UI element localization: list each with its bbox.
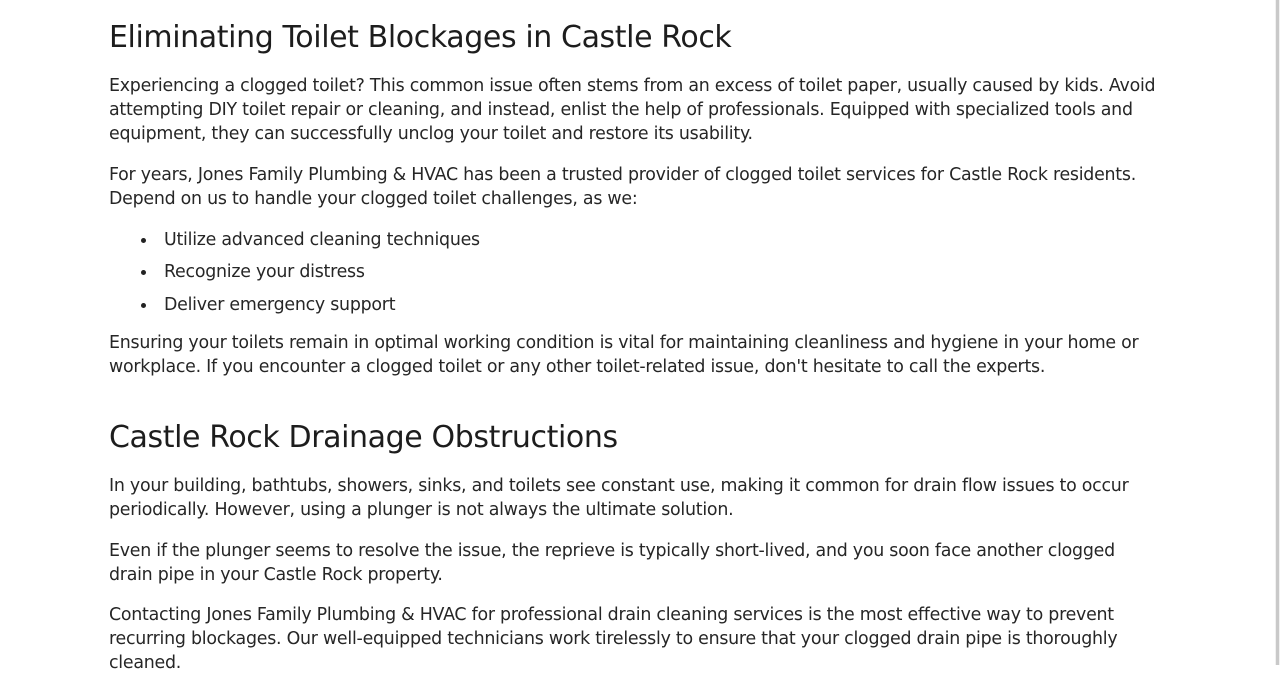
scrollbar-thumb[interactable] (1276, 0, 1279, 665)
article-body (109, 12, 1159, 675)
list-item: Deliver emergency support (164, 293, 1159, 326)
services-list (109, 228, 1159, 326)
section-heading-drainage: Castle Rock Drainage Obstructions (109, 420, 618, 455)
list-item: Utilize advanced cleaning techniques (164, 228, 1159, 261)
paragraph-intro: Experiencing a clogged toilet? This common issue often stems from an excess of toilet paper, usually caused by kids. Avoid attempting DIY toilet repair or cleaning, and instead, enlist the help of professionals. Equipped with specialized tools and equipment, they can successfully unclog your toilet and restore its usability. (109, 76, 1156, 144)
scrollbar[interactable] (1275, 0, 1280, 665)
list-item: Recognize your distress (164, 260, 1159, 293)
paragraph-drainage-intro: In your building, bathtubs, showers, sinks, and toilets see constant use, making it common for drain flow issues to occur periodically. However, using a plunger is not always the ultimate solution. (109, 476, 1129, 520)
paragraph-plunger: Even if the plunger seems to resolve the issue, the reprieve is typically short-lived, and you soon face another clogged drain pipe in your Castle Rock property. (109, 540, 1115, 585)
paragraph-contact: Contacting Jones Family Plumbing & HVAC for professional drain cleaning services is the most effective way to prevent recurring blockages. Our well-equipped technicians work tirelessly to ensure that your clogged drain pipe is thoroughly cleaned. (109, 605, 1118, 673)
paragraph-closing: Ensuring your toilets remain in optimal working condition is vital for maintaining cleanliness and hygiene in your home or workplace. If you encounter a clogged toilet or any other toilet-related issue, don't hesitate to call the experts. (109, 333, 1139, 377)
section-heading-toilet-blockages: Eliminating Toilet Blockages in Castle Rock (109, 20, 732, 55)
paragraph-services: For years, Jones Family Plumbing & HVAC has been a trusted provider of clogged toilet services for Castle Rock residents. Depend on us to handle your clogged toilet challenges, as we: (109, 164, 1136, 209)
